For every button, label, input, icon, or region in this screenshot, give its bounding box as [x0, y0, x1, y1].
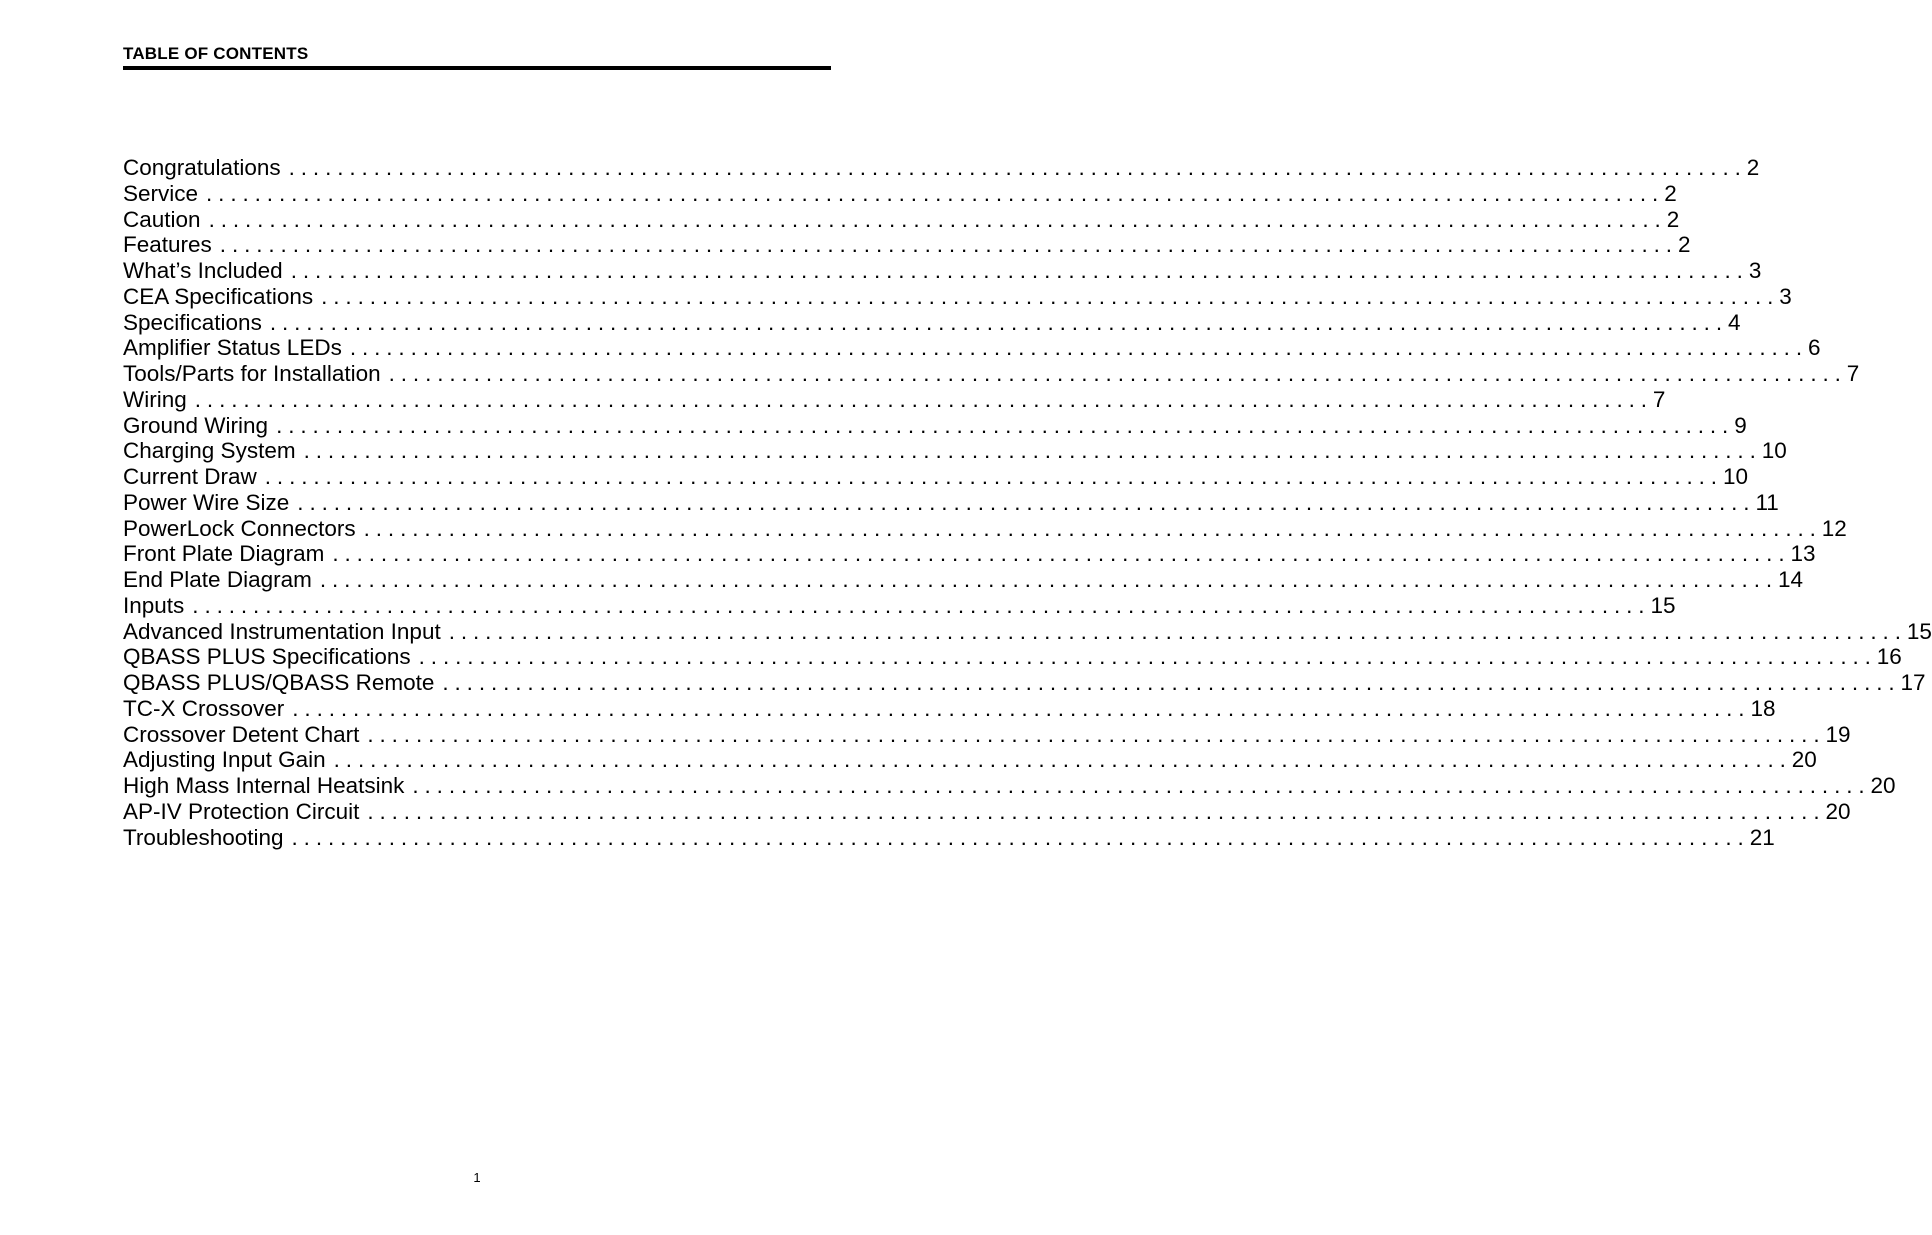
dot-leader: ........................................................................................................................: [303, 438, 1762, 464]
toc-entry-title: Wiring: [123, 386, 187, 412]
toc-entry-title: Tools/Parts for Installation: [123, 361, 381, 386]
toc-entry-page: 3: [1748, 258, 1762, 283]
toc-entry[interactable]: [123, 283, 1792, 310]
toc-entry-title: QBASS PLUS/QBASS Remote: [123, 670, 435, 695]
toc-entry-page: 11: [1755, 489, 1779, 515]
toc-entry-title: Specifications: [123, 309, 262, 335]
dot-leader: ........................................................................................................................: [367, 798, 1826, 824]
toc-entry-page: 3: [1779, 283, 1792, 309]
table-of-contents: [123, 155, 1932, 850]
dot-leader: ........................................................................................................................: [321, 283, 1780, 309]
toc-entry[interactable]: [123, 155, 1760, 181]
toc-entry-title: TC-X Crossover: [123, 695, 285, 721]
page-number: 1: [473, 1170, 481, 1185]
dot-leader: ........................................................................................................................: [291, 824, 1750, 850]
dot-leader: ........................................................................................................................: [194, 386, 1653, 412]
toc-entry-page: 2: [1746, 155, 1760, 180]
toc-entry-page: 21: [1749, 824, 1775, 850]
toc-entry[interactable]: [123, 670, 1926, 696]
dot-leader: ........................................................................................................................: [448, 618, 1907, 644]
toc-entry-page: 2: [1664, 180, 1677, 206]
dot-leader: ........................................................................................................................: [412, 773, 1871, 798]
toc-entry-title: Service: [123, 180, 199, 206]
toc-entry[interactable]: [123, 438, 1787, 464]
toc-entry-page: 20: [1870, 773, 1896, 798]
dot-leader: ........................................................................................................................: [206, 180, 1665, 206]
toc-entry-title: Amplifier Status LEDs: [123, 335, 342, 361]
dot-leader: ........................................................................................................................: [319, 567, 1779, 592]
toc-entry-title: Ground Wiring: [123, 412, 269, 438]
dot-leader: ........................................................................................................................: [264, 464, 1723, 489]
toc-entry[interactable]: [123, 721, 1851, 748]
toc-entry-title: Inputs: [123, 592, 185, 618]
toc-entry-page: 14: [1778, 567, 1804, 592]
toc-entry-title: CEA Specifications: [123, 283, 314, 309]
toc-entry-page: 7: [1846, 361, 1860, 386]
toc-entry-page: 10: [1761, 438, 1787, 464]
header-rule: [123, 66, 831, 70]
toc-entry-title: Charging System: [123, 438, 296, 464]
toc-entry-title: Current Draw: [123, 464, 257, 489]
toc-entry-title: Troubleshooting: [123, 824, 284, 850]
toc-entry[interactable]: [123, 618, 1932, 645]
toc-entry[interactable]: [123, 309, 1741, 336]
dot-leader: ........................................................................................................................: [297, 489, 1756, 515]
toc-entry-page: 20: [1825, 798, 1851, 824]
toc-entry-page: 12: [1821, 515, 1847, 541]
toc-entry[interactable]: [123, 412, 1747, 439]
toc-entry-title: Front Plate Diagram: [123, 541, 325, 567]
toc-entry[interactable]: [123, 592, 1676, 619]
toc-entry-title: AP-IV Protection Circuit: [123, 798, 360, 824]
toc-entry-title: PowerLock Connectors: [123, 515, 356, 541]
toc-entry[interactable]: [123, 541, 1816, 567]
dot-leader: ........................................................................................................................: [333, 747, 1792, 773]
dot-leader: ........................................................................................................................: [292, 695, 1751, 721]
dot-leader: ........................................................................................................................: [276, 412, 1735, 438]
dot-leader: ........................................................................................................................: [363, 515, 1822, 541]
toc-entry-page: 18: [1750, 695, 1776, 721]
toc-entry[interactable]: [123, 258, 1762, 284]
toc-entry-page: 2: [1666, 206, 1680, 232]
dot-leader: ........................................................................................................................: [288, 155, 1747, 180]
toc-entry-page: 4: [1727, 309, 1741, 335]
toc-entry[interactable]: [123, 335, 1821, 361]
toc-entry-page: 7: [1652, 386, 1666, 412]
toc-entry-title: Features: [123, 232, 212, 258]
toc-entry-title: Advanced Instrumentation Input: [123, 618, 441, 644]
dot-leader: ........................................................................................................................: [388, 361, 1847, 386]
page-header-title: TABLE OF CONTENTS: [123, 44, 309, 63]
toc-entry-page: 20: [1791, 747, 1817, 773]
dot-leader: ........................................................................................................................: [208, 206, 1667, 232]
dot-leader: ........................................................................................................................: [219, 232, 1678, 258]
toc-entry[interactable]: [123, 773, 1896, 799]
toc-entry[interactable]: [123, 386, 1666, 413]
toc-entry-page: 9: [1734, 412, 1747, 438]
dot-leader: ........................................................................................................................: [332, 541, 1791, 567]
toc-entry-page: 17: [1900, 670, 1926, 695]
toc-entry-title: What’s Included: [123, 258, 283, 283]
toc-entry[interactable]: [123, 644, 1902, 670]
toc-entry-title: Crossover Detent Chart: [123, 721, 360, 747]
toc-entry-page: 19: [1825, 721, 1851, 747]
toc-entry[interactable]: [123, 747, 1817, 773]
toc-entry-title: High Mass Internal Heatsink: [123, 773, 405, 798]
toc-entry[interactable]: [123, 464, 1748, 490]
toc-entry-title: Caution: [123, 206, 201, 232]
toc-entry-page: 10: [1722, 464, 1748, 489]
dot-leader: ........................................................................................................................: [367, 721, 1826, 747]
dot-leader: ........................................................................................................................: [269, 309, 1728, 335]
toc-entry[interactable]: [123, 695, 1776, 722]
dot-leader: ........................................................................................................................: [290, 258, 1749, 283]
toc-entry-page: 13: [1790, 541, 1816, 567]
toc-entry-page: 15: [1650, 592, 1676, 618]
toc-entry-page: 2: [1677, 232, 1691, 258]
toc-entry-title: End Plate Diagram: [123, 567, 312, 592]
toc-entry[interactable]: [123, 361, 1860, 387]
toc-entry-page: 15: [1906, 618, 1932, 644]
dot-leader: ........................................................................................................................: [418, 644, 1877, 670]
toc-entry[interactable]: [123, 206, 1680, 233]
toc-entry-title: Congratulations: [123, 155, 281, 180]
toc-entry[interactable]: [123, 798, 1851, 825]
dot-leader: ........................................................................................................................: [349, 335, 1808, 361]
toc-entry[interactable]: [123, 180, 1677, 207]
toc-entry-title: Adjusting Input Gain: [123, 747, 326, 773]
dot-leader: ........................................................................................................................: [192, 592, 1651, 618]
toc-entry[interactable]: [123, 232, 1691, 258]
toc-entry[interactable]: [123, 489, 1779, 516]
toc-entry[interactable]: [123, 824, 1775, 851]
toc-entry-page: 6: [1807, 335, 1821, 361]
toc-entry[interactable]: [123, 515, 1847, 542]
dot-leader: ........................................................................................................................: [442, 670, 1901, 695]
toc-entry[interactable]: [123, 567, 1804, 593]
toc-entry-title: QBASS PLUS Specifications: [123, 644, 411, 670]
toc-entry-title: Power Wire Size: [123, 489, 290, 515]
toc-entry-page: 16: [1876, 644, 1902, 670]
